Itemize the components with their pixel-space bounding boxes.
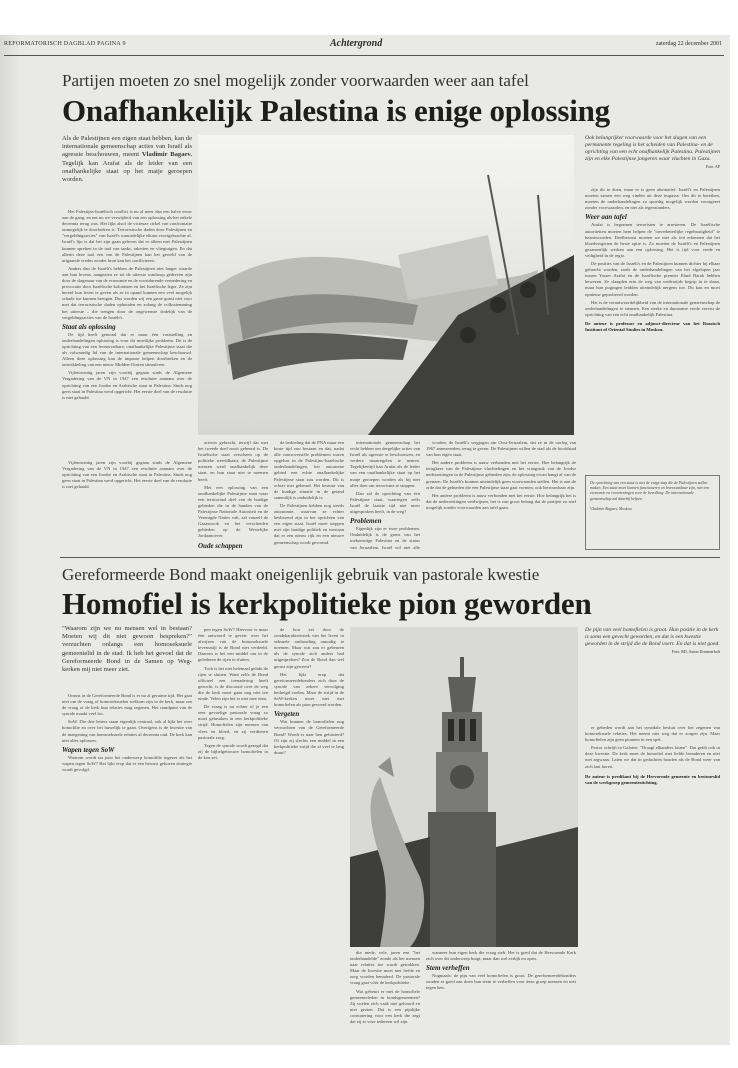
article2-column-4: [350, 950, 420, 1033]
subheading: Staat als oplossing: [62, 322, 116, 331]
header-rule: [4, 55, 724, 56]
author-note: De auteur is predikant bij de Hervormde gemeente en bestuurslid van de werkgroep gemeentestichting.: [585, 773, 720, 785]
paragraph: Arafat is begonnen terroristen te arresteren. De Israëlische autoriteiten moeten hem helpen de "onverbeterlijke regelmatigheid" te beantwoorden. Doelbewust moeten we niet als feit erkennen dat het bloedvergieten de beste optie is. Zo moeten de Israëli's en Palestijnen gezamenlijk werken aan een oplossing. Het is tijd voor vrede en veiligheid in de regio.: [585, 222, 720, 258]
paragraph: zijn dit te doen, maar er is geen alternatief. Israël's en Palestijnen moeten samen een weg vinden uit deze impasse. Om dit te bereiken, moeten de onderhandelingen zo spoedig mogelijk worden voortgezet zonder voorwaarden, en niet als tegenstanders.: [585, 187, 720, 211]
church-tower-illustration: [350, 627, 578, 947]
paragraph: Tegen de synode wordt gezegd dat zij de bijbelgetrouwe homofielen in de kou zet.: [198, 742, 268, 760]
article2-column-2: [198, 627, 268, 1033]
article1-photo-flags: [198, 135, 574, 435]
article1-column-4: [350, 440, 420, 552]
article1-column-3: [274, 440, 344, 552]
box-text: De oprichting van een staat is niet de enige stap die de Palestijnen zullen maken. Een staat moet kunnen functioneren en levensvatbaar zijn, met een economie en voorzieningen voor de bevolking. De internationale gemeenschap zal daarbij helpen.: [590, 480, 710, 501]
article2-column-1: [62, 693, 192, 1033]
article1-column-1: [62, 209, 192, 459]
article1-right-column: [585, 187, 720, 467]
paragraph: internationale gemeenschap het recht hebben om dergelijke acties van Israël als agressie te beschouwen, en verdere maatregelen te nemen. Tegelijkertijd kan Arafat als de leider van een onafhankelijke staat op het matje geroepen worden als hij niet alles doet om terrorisme te stoppen.: [350, 440, 420, 488]
subheading: Oude schappen: [198, 541, 243, 550]
paragraph: De posities van de Israëli's en de Palestijnen kunnen dichter bij elkaar gebracht worden, zoals de onderhandelingen van het afgelopen jaar tussen Yasser Arafat en de Israëlische premier Ehud Barak hebben bewezen. Ze slaagden erin de weg van wederzijds begrip in te slaan, maar hun pogingen leidden uiteindelijk nergens toe. Dit kan en moet opnieuw geprobeerd worden.: [585, 261, 720, 297]
subheading: Problemen: [350, 517, 382, 526]
paragraph: Vijfentwintig jaren zijn voorbij gegaan sinds de Algemene Vergadering van de VN in 1947 een resolutie aannam over de oprichting van een Joodse en Arabische staat in Palestina. Sinds nog geen staat in Palestina werd opgericht. Het eerste doel van de resolutie is niet gehaald.: [62, 460, 192, 490]
paragraph: Het andere probleem is nauw verbonden met het eerste. Hoe belangrijk het is dat de nederzettingen verdwijnen, het is van groot belang dat de partijen zo snel mogelijk zonder voorwaarden aan tafel gaan.: [426, 492, 576, 510]
paragraph: Waarom wordt nu juist het onderwerp homofilie ingezet als het wapen tegen SoW? Het lijkt erop dat er een bewust gekozen strategie wordt gevolgd.: [62, 754, 192, 773]
paragraph: Het lijkt erop dat gereformeerdebonders zich door de synode van zekere vervolging bedreigd voelen. Maar de strijd in de SoW-kerken moet niet met homofielen als pion gevoerd worden.: [274, 671, 344, 708]
paragraph: Dan zal de oprichting van een Palestijnse staat, waartegen zelfs Israël de laatste tijd niet meer uitgesproken heeft, in de weg?: [350, 490, 420, 515]
running-header: [0, 35, 730, 55]
issue-date: zaterdag 22 december 2001: [655, 41, 722, 47]
subheading: Weer aan tafel: [585, 213, 627, 222]
paragraph: Wat gebeurt er met de homofiele gemeenteleden in bondsgemeenten? Zij voelen zich vaak niet gehoord en niet gezien. Dat is een pijnlijke constatering voor een kerk die zegt dat zij er voor iedereen wil zijn.: [350, 988, 420, 1025]
box-signature: Vladimir Bagaev, Moskou: [590, 506, 632, 512]
article1-column-5: [426, 440, 576, 552]
paragraph: worden, de Israëli's wegjagen om Oost-Jeruzalem, dat ze in de oorlog van 1967 annexeerden, terug te geven. De Palestijnen willen de stad als de hoofdstad van hun eigen staat.: [426, 440, 576, 458]
article2-column-5: [426, 950, 576, 1033]
paragraph: Nogmaals: de pijn van veel homofielen is groot. De gereformeerdebonders zouden er goed aan doen hun stem te verheffen voor deze groep mensen en niet tegen hen.: [426, 973, 576, 991]
subheading: Vergeten: [274, 710, 300, 719]
article1-author: Vladimir Bagaev.: [141, 151, 193, 159]
section-title: Achtergrond: [330, 38, 383, 49]
paragraph: SoW. Die drie letters staan eigenlijk centraal, ook al lijkt het over homofilie en over het huwelijk te gaan. Overigens is de kwestie van de inzegening van homoseksuele relaties al decennia oud. De kerk kan niet alles oplossen.: [62, 719, 192, 743]
paragraph: de bedoeling dat de PNA maar een korte tijd zou bestaan en dat, nadat alle controversiële problemen waren opgelost in de Palestijns-Israëlische onderhandelingen, het autonome gebied een echte onafhankelijke Palestijnse staat zou worden. Dit is echter niet gebeurd. Het bestuur van de huidige situatie in de getand samenlijk is onduidelijk is.: [274, 440, 344, 500]
article1-pull-quote: [585, 135, 720, 170]
paragraph: Het is de verantwoordelijkheid van de internationale gemeenschap de onderhandelingen te steunen. Een sterke en duurzame vrede vereist de oprichting van een echt onafhankelijk Palestina.: [585, 299, 720, 317]
paragraph: Eigenlijk zijn er twee problemen. Onduidelijk is de grens van het toekomstige Palestina en de status van Jeruzalem. Israël wil niet alle: [350, 526, 420, 550]
article1-intro-text-2: Tegelijk kan Arafat als de leider van een onafhankelijke staat op het matje geroepen worden.: [62, 159, 192, 184]
paragraph: wanneer hun eigen kerk die vraag stelt. Het is goed dat de Hervormde Kerk zich over dit onderwerp buigt, maar dan wel eerlijk en open.: [426, 950, 576, 962]
paragraph: Pastor schrijft in Galaten: "Draagt elkanders lasten". Dat geldt ook in deze kwestie. De kerk moet de homofiel met liefde benaderen en niet met argwaan. Laten we dat in gedachten houden als de Bond weer van zich laat horen.: [585, 745, 720, 769]
paragraph: De tijd heeft getoond dat er maar één vaststelling en onderhandelingen oplossing is voor dit moeilijke probleem. Dit is de oprichting van een levensvatbare, onafhankelijke Palestijnse staat die als volwaardig lid van de internationale gemeenschap beschouwd. Alleen deze oplossing kan de impasse helpen doorbreken en de ontwikkeling van een nieuw Midden-Oosten stimuleren.: [62, 331, 192, 368]
newspaper-page: [0, 35, 730, 1045]
photo-credit: Foto: RD, Anton Dommerholt: [671, 649, 720, 654]
article2-intro: "Waarom zijn we nu mensen wel in bestaan? Moeten wij dit niet gewoon bespreken?" verzuchten onlangs een homoseksuele gemeentelid in de stad. Ik heb het gevoel dat de Gereformeerde Bond in de Samen op Weg-kerken mij niet meer ziet.: [62, 625, 192, 674]
article2-pull-quote: [585, 627, 720, 655]
paragraph: Vijfentwintig jaren zijn voorbij gegaan sinds de Algemene Vergadering van de VN in 1947 een resolutie aannam over de oprichting van een Joodse en Arabische staat in Palestina. Sinds nog geen staat in Palestina werd opgericht. Het eerste doel van de resolutie is niet gehaald.: [62, 370, 192, 400]
paragraph: er gebeden wordt aan het synodale besluit over het zegenen van homoseksuele relaties. Het neemt niet weg dat er zorgen zijn. Maar homofielen zijn geen pionnen in een spel.: [585, 725, 720, 743]
paragraph: Het Palestijns-Israëlisch conflict is nu al meer dan een halve eeuw aan de gang, en net nu we verwijderd van een oplossing als het enkele decennia terug was. Het lijkt alsof de vicieuze cirkel van confrontatie onmogelijk te doorbreken is. Terroristische daden door Palestijnen en "vergeldingsacties" van Israël's wanordelijke elkaar voortgebrachte af. Israël's lijn is dat het zijn gaan geleven dat er alleen met Palestijnen kunnen spreken in de taal van tanks, raketten en vliegtuigen. En dat allerin deze taal een van de Palestijnen kan het geweld van de uitgaande vredes zonder bron kan het conflicteren.: [62, 209, 192, 263]
paragraph: De vraag is nu echter of je een zeer gevoelige pastorale vraag zo moet gebruiken in een kerkpolitieke strijd. Homofielen zijn mensen van vlees en bloed, en zij verdienen pastorale zorg.: [198, 704, 268, 740]
article1-column-1b: [62, 460, 192, 552]
article2-kicker: Gereformeerde Bond maakt oneigenlijk gebruik van pastorale kwestie: [62, 565, 540, 584]
article2-right-column: [585, 725, 720, 1033]
paragraph: Wat kunnen de homofielen nog verwachten van de Gereformeerde Bond? Wordt er naar hen geluisterd? Of zijn zij slechts een middel in een kerkpolitieke strijd die al veel te lang duurt?: [274, 719, 344, 755]
scan-edge-shadow: [0, 35, 20, 1045]
article1-column-2: [198, 440, 268, 552]
article1-kicker: Partijen moeten zo snel mogelijk zonder voorwaarden weer aan tafel: [62, 71, 529, 90]
paragraph: Onrust in de Gereformeerde Bond is er nu al geruime tijd. Het gaat niet om de vraag of homoseksuelen welkom zijn in de kerk, maar om de vraag of de kerk hun relaties mag zegenen. Het standpunt van de synode maakt veel los.: [62, 693, 192, 717]
paragraph: [198, 551, 268, 552]
article1-intro: [62, 135, 192, 184]
flags-illustration: [198, 135, 574, 435]
article1-headline: Onafhankelijk Palestina is enige oplossing: [62, 93, 610, 128]
quote-text: De pijn van veel homofielen is groot. Hun positie in de kerk is soms een gevecht geworden, en dat is een kwestie geworden in de strijd die de Bond voert. En dat is niet goed.: [585, 627, 720, 647]
article1-info-box: [585, 475, 720, 550]
paragraph: Met een oplossing van een onafhankelijke Palestijnse staat waar een territoriaal deel van de huidige gebieden die in de handen van de Palestijnse Nationale Autoriteit en de Verenigde Naties valt, zal vanzelf de Gazastrook en het verscheiden gebieden op de Westelijke Jordaanoever.: [198, 484, 268, 539]
paragraph: De Palestijnen hebben nog steeds autonomie, waarvan ze echter beslissend zijn in het oprichten van een eigen staat. Israël moet stoppen met zijn huidige politiek en toestaan dat er een nieuw rijk en een nieuwe gemeenschap wordt gevormd.: [274, 502, 344, 545]
article2-column-3: [274, 627, 344, 1033]
paragraph: de kou zet door de zondekarakteristiek van het leven in seksuele onthouding onnodig te noemen. Maar wat zou er gebeuren als de synode zich anders had uitgesproken? Zou de Bond dan wel gerust zijn geweest?: [274, 627, 344, 669]
subheading: Wapen tegen SoW: [62, 745, 115, 754]
subheading: Stem verheffen: [426, 964, 470, 973]
photo-credit: Foto: AP: [705, 164, 720, 169]
article-divider: [60, 557, 720, 558]
author-note: De auteur is professor en adjunct-directeur van het Russisch Instituut of Oriental Studies in Moskou.: [585, 320, 720, 332]
paragraph: pen tegen SoW? Hiervoor is maar één antwoord te geven: over het afwijzen van de homoseksuele levensstijl is de Bond niet verdeeld. Daarom is het een middel om in de gelederen de rijen te sluiten.: [198, 627, 268, 663]
quote-text: Ook belangrijker voorwaarde voor het slagen van een permanente regeling is het scheiden van Palestina- en de oprichting van een echt onafhankelijk Palestina. Palestijnen zijn en elke Palestijnse jongeren waar vluchten in Gaza.: [585, 135, 720, 162]
paragraph: uitvoer gebracht, terwijl dat met het tweede doel nooit gebeurd is. De Israëlische staat verscheen op de politieke wereldkaart, de Palestijnse mensen werd onafhankelijk deze staat, en hun staat niet te noemen heeft.: [198, 440, 268, 482]
article2-headline: Homofiel is kerkpolitieke pion geworden: [62, 586, 592, 621]
paragraph: Het andere probleem is nauw verbonden met het eerste. Hoe belangrijk de terugkeer van de Palestijnse vluchtelingen en het vraagstuk van de Joodse nederzettingen in de Palestijnse gebieden zijn, de oplossing ervan hangt af van de grenzen. De Israëli's kunnen uiteindelijk geen voorwaarden stellen. Het is aan de orde dat de gebieden die een Palestijnse staat gaat vormen, ook betrouwbaar zijn.: [426, 460, 576, 490]
paragraph: Toch is het niet helemaal gelukt de rijen te sluiten. Want zelfs de Bond officieel een toenadering heeft gezocht, is de discussie over de weg die de kerk moet gaan nog niet ten einde. Velen zijn het er niet mee eens.: [198, 665, 268, 702]
paper-name: REFORMATORISCH DAGBLAD PAGINA 9: [4, 41, 126, 47]
paragraph: Anders dan de Israëli's hebben de Palestijnen niet langer waarde aan hun levens, aangezien ze tot de uiterste wanhoop gedreven zijn door de slagenaar van de economie en de voortdurende vernedering en provocatie door Israëlische kolonisten en het Israëlische leger. Ze zijn bereid hun leven te geven als ze in opand kunnen een veel mogelijk schade toe kunnen brengen. Dus worden wij een grote gunst niet voor met dat terroristische daden ophouden en zolang de volksstemming het uiterste – die trengen door de ongewenste dodelijk van de vergeldingsacties van de Israëli's.: [62, 265, 192, 320]
article2-photo-tower: [350, 627, 578, 947]
paragraph: die mede, vele, jaren een "het onderhandelde" zonde als het mensen naar relaties toe wordt getrokken. Maar de kwestie moet met liefde en zorg worden benaderd. De pastorale vraag gaat vóór de kerkpolitieke.: [350, 950, 420, 986]
article1-intro-text: Als de Palestijnen een eigen staat hebben, kan de internationale gemeenschap acties van Israël als agressie beschouwen, meent: [62, 135, 192, 159]
